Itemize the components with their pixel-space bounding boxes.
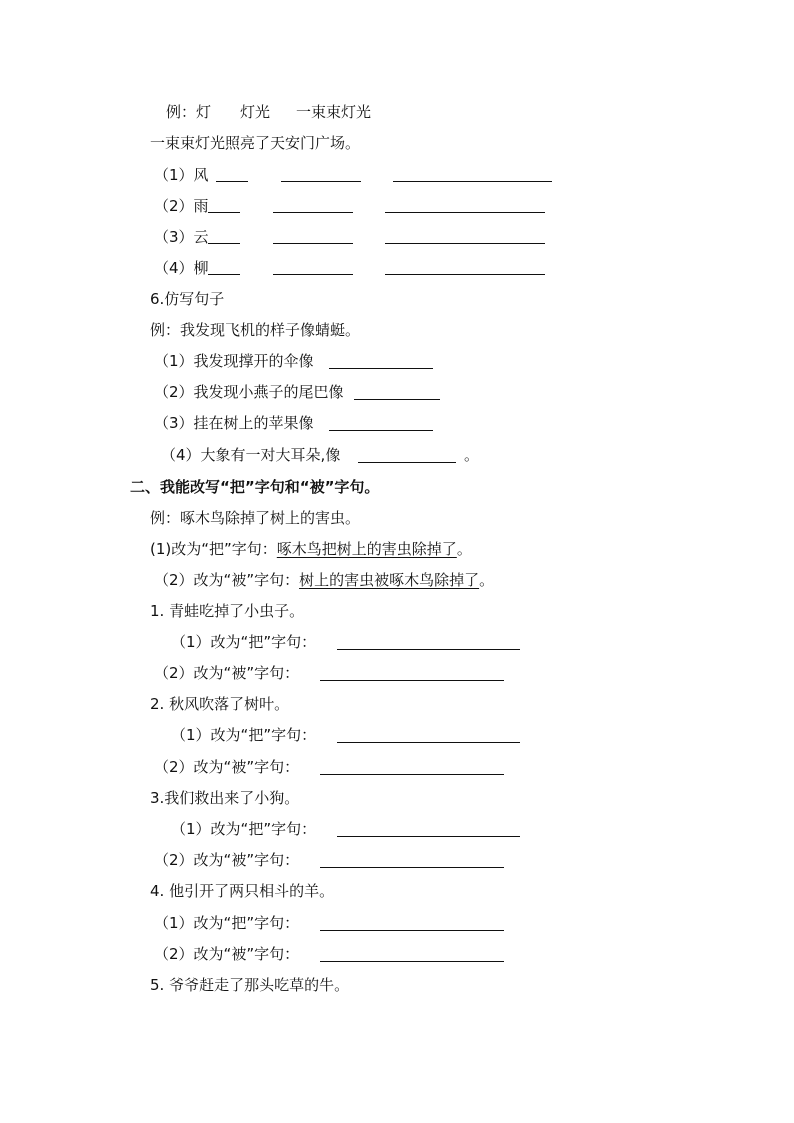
answer-blank[interactable] <box>273 243 353 244</box>
question-2: 2. 秋风吹落了树叶。 <box>150 695 290 713</box>
answer-blank[interactable] <box>216 181 248 182</box>
answer-blank[interactable] <box>320 774 504 775</box>
example-bei-prefix: （2）改为“被”字句： <box>154 571 300 589</box>
imitate-item-3: （3）挂在树上的苹果像 <box>154 414 314 432</box>
bei-label: （2）改为“被”字句： <box>154 664 300 682</box>
answer-blank[interactable] <box>337 649 520 650</box>
example-ba-end: 。 <box>456 540 472 558</box>
bei-label: （2）改为“被”字句： <box>154 851 300 869</box>
expand-label-3: （3）云 <box>154 228 209 246</box>
answer-blank[interactable] <box>329 430 433 431</box>
answer-blank[interactable] <box>320 930 504 931</box>
answer-blank[interactable] <box>320 680 504 681</box>
question-5: 5. 爷爷赶走了那头吃草的牛。 <box>150 976 350 994</box>
ba-label: （1）改为“把”字句： <box>171 633 317 651</box>
example-bei-end: 。 <box>479 571 495 589</box>
answer-blank[interactable] <box>208 243 240 244</box>
answer-blank[interactable] <box>208 274 240 275</box>
example-sentence: 一束束灯光照亮了天安门广场。 <box>150 134 361 152</box>
answer-blank[interactable] <box>273 212 353 213</box>
question-3: 3.我们救出来了小狗。 <box>150 789 300 807</box>
answer-blank[interactable] <box>273 274 353 275</box>
answer-blank[interactable] <box>208 212 240 213</box>
example-phrase: 灯光 <box>240 103 271 121</box>
answer-blank[interactable] <box>320 961 504 962</box>
imitate-title: 6.仿写句子 <box>150 290 225 308</box>
imitate-item-1: （1）我发现撑开的伞像 <box>154 352 314 370</box>
bei-label: （2）改为“被”字句： <box>154 945 300 963</box>
example-bei-line <box>154 570 494 590</box>
example-word: 例：灯 <box>166 103 212 121</box>
answer-blank[interactable] <box>393 181 552 182</box>
question-1: 1. 青蛙吃掉了小虫子。 <box>150 602 305 620</box>
example-expanded: 一束束灯光 <box>296 103 372 121</box>
section-heading: 二、我能改写“把”字句和“被”字句。 <box>130 478 380 496</box>
example-ba-line <box>150 539 472 559</box>
expand-label-4: （4）柳 <box>154 259 209 277</box>
example-ba-answer: 啄木鸟把树上的害虫除掉了 <box>276 540 457 558</box>
bei-label: （2）改为“被”字句： <box>154 758 300 776</box>
imitate-item-2: （2）我发现小燕子的尾巴像 <box>154 383 344 401</box>
imitate-item-4-end: 。 <box>464 446 480 464</box>
answer-blank[interactable] <box>337 836 520 837</box>
imitate-item-4: （4）大象有一对大耳朵,像 <box>161 446 341 464</box>
answer-blank[interactable] <box>385 243 545 244</box>
answer-blank[interactable] <box>385 212 545 213</box>
answer-blank[interactable] <box>385 274 545 275</box>
answer-blank[interactable] <box>329 368 433 369</box>
answer-blank[interactable] <box>358 462 456 463</box>
ba-label: （1）改为“把”字句： <box>154 914 300 932</box>
question-4: 4. 他引开了两只相斗的羊。 <box>150 882 335 900</box>
example-bei-answer: 树上的害虫被啄木鸟除掉了 <box>299 571 480 589</box>
expand-label-1: （1）风 <box>154 166 209 184</box>
example-ba-prefix: (1)改为“把”字句： <box>150 540 277 558</box>
answer-blank[interactable] <box>320 867 504 868</box>
answer-blank[interactable] <box>354 399 440 400</box>
imitate-example: 例：我发现飞机的样子像蜻蜓。 <box>150 321 361 339</box>
ba-label: （1）改为“把”字句： <box>171 726 317 744</box>
answer-blank[interactable] <box>337 742 520 743</box>
ba-label: （1）改为“把”字句： <box>171 820 317 838</box>
section-example: 例：啄木鸟除掉了树上的害虫。 <box>150 509 361 527</box>
answer-blank[interactable] <box>281 181 361 182</box>
expand-label-2: （2）雨 <box>154 197 209 215</box>
